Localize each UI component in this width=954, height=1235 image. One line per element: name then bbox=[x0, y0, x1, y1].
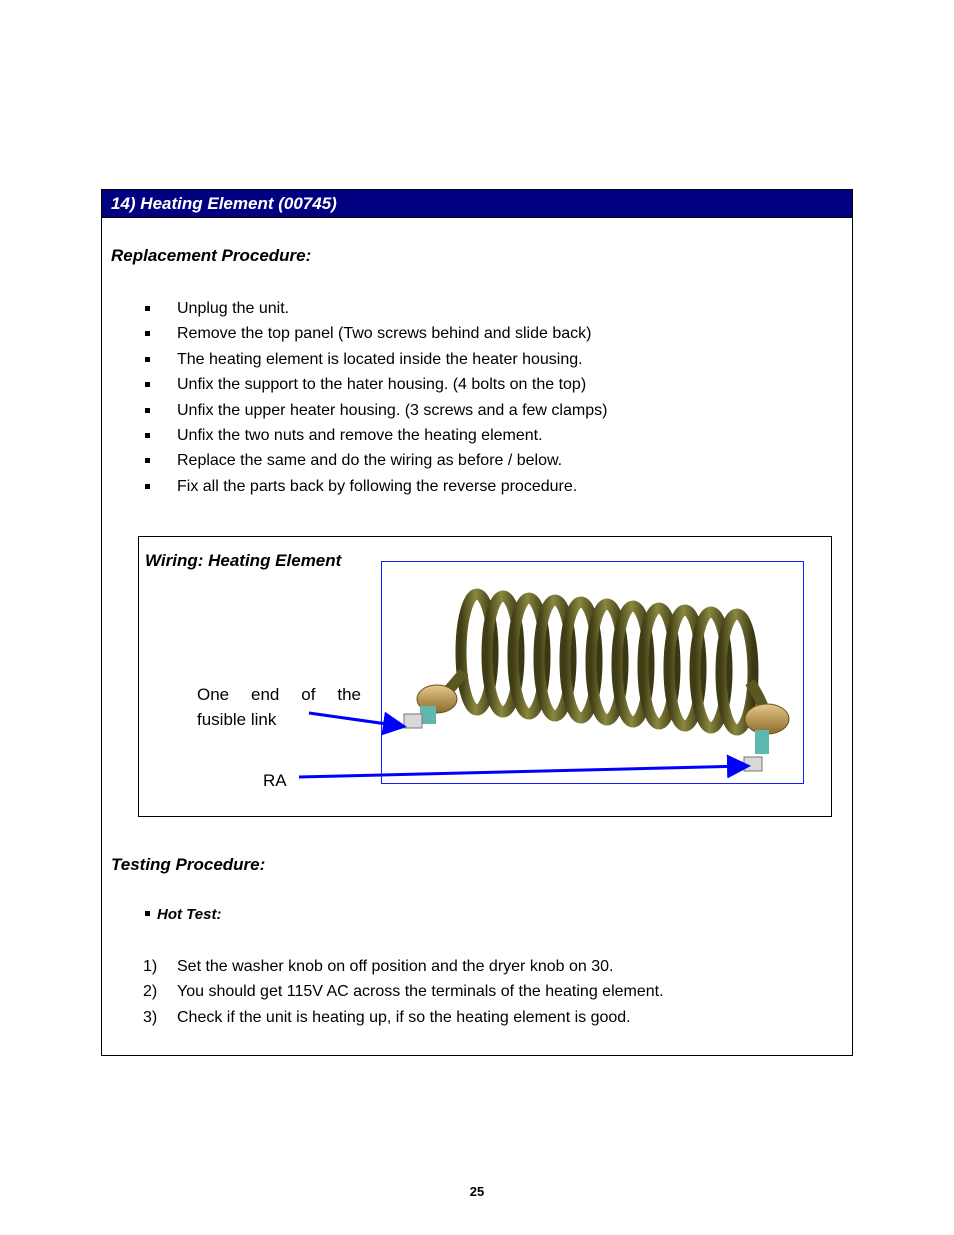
list-item: Remove the top panel (Two screws behind and slide back) bbox=[142, 321, 607, 346]
bullet-icon bbox=[145, 331, 150, 336]
bullet-icon bbox=[145, 408, 150, 413]
test-steps-list bbox=[142, 954, 664, 1030]
bullet-icon bbox=[145, 458, 150, 463]
list-item: 2) You should get 115V AC across the terminals of the heating element. bbox=[143, 983, 664, 1001]
heating-element-section bbox=[101, 189, 853, 1056]
heating-element-photo bbox=[381, 561, 804, 784]
hot-test-label: Hot Test: bbox=[142, 906, 221, 923]
testing-procedure-heading: Testing Procedure: bbox=[111, 855, 266, 874]
bullet-icon bbox=[145, 911, 150, 916]
heating-coil-image bbox=[382, 562, 804, 784]
label-fusible-link: One end of the fusible link bbox=[197, 685, 361, 729]
list-item: Unfix the upper heater housing. (3 screws and a few clamps) bbox=[142, 398, 607, 423]
bullet-icon bbox=[145, 306, 150, 311]
bullet-icon bbox=[145, 433, 150, 438]
list-item: 1) Set the washer knob on off position and the dryer knob on 30. bbox=[143, 958, 614, 975]
bullet-icon bbox=[145, 357, 150, 362]
wiring-diagram-box bbox=[138, 536, 832, 817]
list-item: Fix all the parts back by following the reverse procedure. bbox=[142, 474, 607, 499]
list-item: Unplug the unit. bbox=[142, 296, 607, 321]
list-item: 3) Check if the unit is heating up, if so the heating element is good. bbox=[143, 1008, 631, 1026]
bullet-icon bbox=[145, 382, 150, 387]
label-ra: RA bbox=[263, 771, 287, 790]
list-item: The heating element is located inside the heater housing. bbox=[142, 347, 607, 372]
list-item: Replace the same and do the wiring as before / below. bbox=[142, 448, 607, 473]
page-number: 25 bbox=[469, 1184, 485, 1199]
list-item: Unfix the support to the hater housing. (4 bolts on the top) bbox=[142, 372, 607, 397]
bullet-icon bbox=[145, 484, 150, 489]
section-header: 14) Heating Element (00745) bbox=[102, 190, 852, 218]
wiring-title: Wiring: Heating Element bbox=[145, 551, 342, 570]
replacement-steps-list bbox=[142, 296, 607, 499]
list-item: Unfix the two nuts and remove the heating element. bbox=[142, 423, 607, 448]
replacement-procedure-heading: Replacement Procedure: bbox=[111, 246, 312, 265]
